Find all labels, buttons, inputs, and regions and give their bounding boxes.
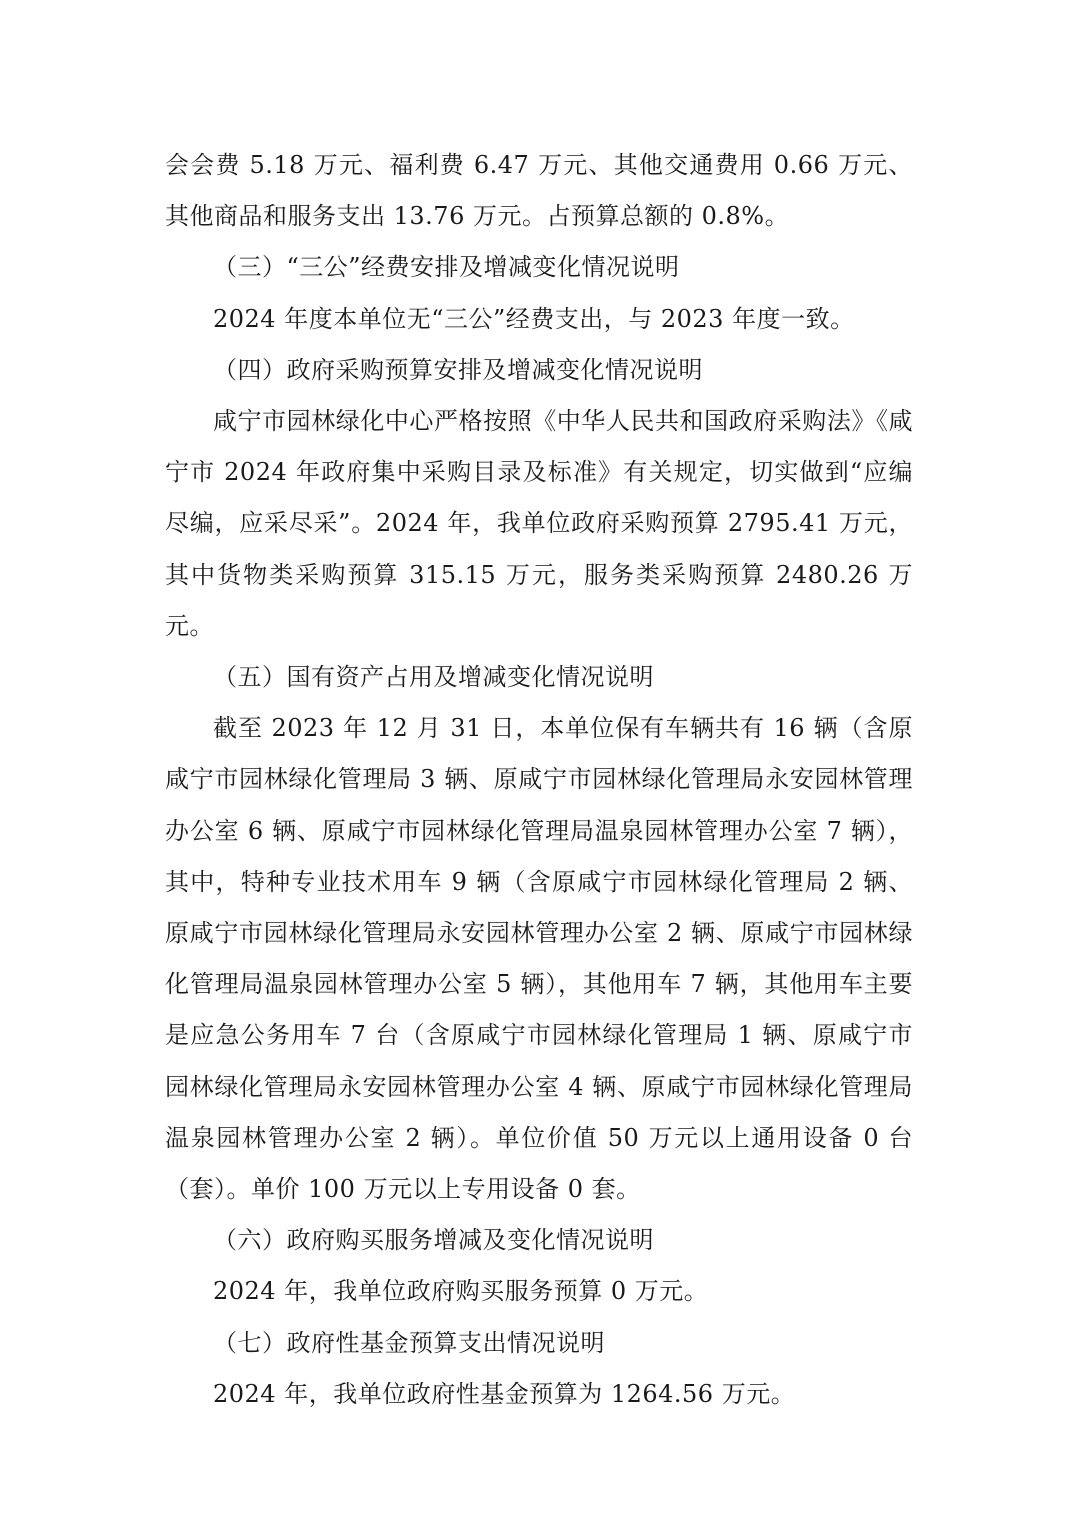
paragraph-three-public-funds: 2024 年度本单位无“三公”经费支出，与 2023 年度一致。 [213, 304, 855, 333]
paragraph-purchased-services: 2024 年，我单位政府购买服务预算 0 万元。 [213, 1277, 709, 1306]
section-heading-government-fund: （七）政府性基金预算支出情况说明 [213, 1328, 605, 1357]
section-heading-state-assets: （五）国有资产占用及增减变化情况说明 [213, 663, 654, 692]
paragraph-government-fund: 2024 年，我单位政府性基金预算为 1264.56 万元。 [213, 1379, 796, 1408]
section-heading-procurement: （四）政府采购预算安排及增减变化情况说明 [213, 355, 703, 384]
document-body [165, 140, 913, 1420]
paragraph-procurement: 咸宁市园林绿化中心严格按照《中华人民共和国政府采购法》《咸宁市 2024 年政府集中采购目录及标准》有关规定，切实做到“应编尽编，应采尽采”。2024 年，我单位政府采购预算 2795.41 万元，其中货物类采购预算 315.15 万元，服务类采购预算 2480.26 万元。 [165, 407, 913, 640]
paragraph-continuation: 会会费 5.18 万元、福利费 6.47 万元、其他交通费用 0.66 万元、其他商品和服务支出 13.76 万元。占预算总额的 0.8%。 [165, 151, 913, 231]
paragraph-state-assets: 截至 2023 年 12 月 31 日，本单位保有车辆共有 16 辆（含原咸宁市园林绿化管理局 3 辆、原咸宁市园林绿化管理局永安园林管理办公室 6 辆、原咸宁市园林绿化管理局温泉园林管理办公室 7 辆），其中，特种专业技术用车 9 辆（含原咸宁市园林绿化管理局 2 辆、原咸宁市园林绿化管理局永安园林管理办公室 2 辆、原咸宁市园林绿化管理局温泉园林管理办公室 5 辆），其他用车 7 辆，其他用车主要是应急公务用车 7 台（含原咸宁市园林绿化管理局 1 辆、原咸宁市园林绿化管理局永安园林管理办公室 4 辆、原咸宁市园林绿化管理局温泉园林管理办公室 2 辆）。单位价值 50 万元以上通用设备 0 台（套）。单价 100 万元以上专用设备 0 套。 [165, 714, 913, 1204]
section-heading-purchased-services: （六）政府购买服务增减及变化情况说明 [213, 1226, 654, 1255]
section-heading-three-public-funds: （三）“三公”经费安排及增减变化情况说明 [213, 253, 680, 282]
